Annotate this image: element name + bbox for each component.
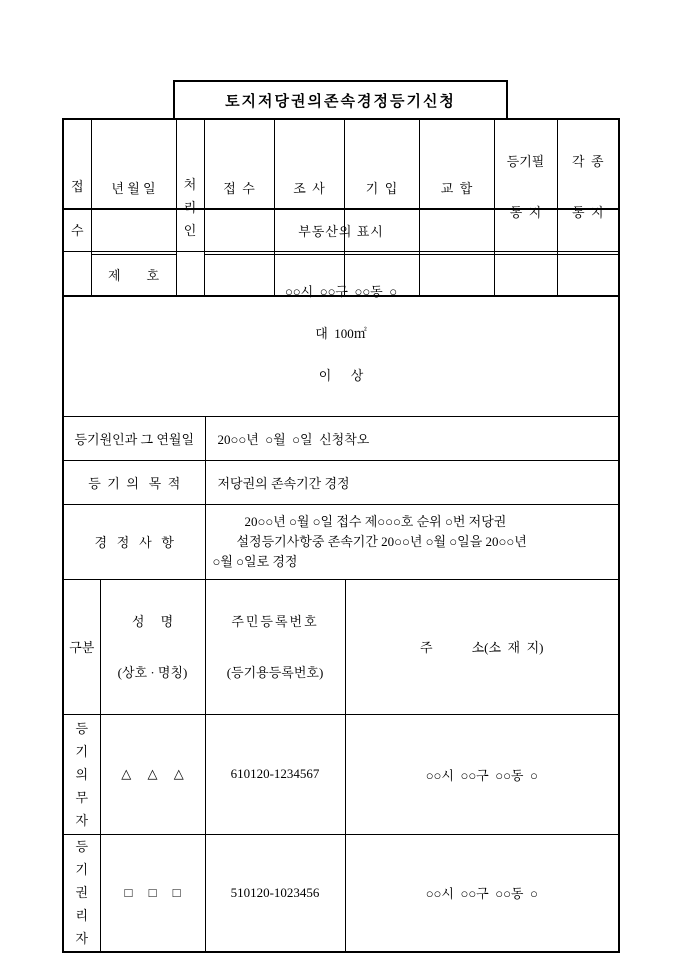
obligee-row: [63, 834, 619, 952]
obligor-address-cell: ○○시 ○○구 ○○동 ○: [345, 714, 619, 834]
party-name-header: [100, 579, 205, 714]
property-area-line: 대 100㎡: [315, 325, 367, 341]
processor-char-3: 인: [183, 222, 197, 238]
obligor-char-2: 기: [75, 743, 89, 759]
obligor-char-1: 등: [75, 720, 89, 736]
registration-cause-value: 20○○년 ○월 ○일 신청착오: [205, 416, 619, 460]
filed-notice-line1: 등기필: [506, 154, 545, 169]
obligor-row: [63, 714, 619, 834]
property-end-line: 이 상: [318, 367, 364, 383]
obligor-char-3: 의: [75, 766, 89, 782]
party-regno-header-line2: (등기용등록번호): [226, 664, 324, 680]
filed-notice-line2: 통 지: [509, 205, 542, 220]
party-regno-header-line1: 주민등록번호: [231, 613, 319, 629]
obligee-char-2: 기: [75, 862, 89, 878]
date-label-cell: 년 월 일: [91, 119, 176, 255]
receipt-char-1: 접: [70, 178, 84, 194]
step-entry-header: 기 입: [344, 119, 419, 255]
step-receipt-header: 접 수: [204, 119, 274, 255]
correction-details-value: [205, 504, 619, 579]
correction-details-label: 경 정 사 항: [63, 504, 205, 579]
obligor-name-cell: △ △ △: [100, 714, 205, 834]
obligee-char-1: 등: [75, 839, 89, 855]
obligee-category-cell: [63, 834, 100, 952]
party-name-header-line2: (상호 · 명칭): [117, 664, 188, 680]
form-title: 토지저당권의존속경정등기신청: [225, 93, 456, 110]
obligee-name-cell: □ □ □: [100, 834, 205, 952]
obligor-char-4: 무: [75, 789, 89, 805]
obligee-char-5: 자: [75, 931, 89, 947]
registration-cause-label: 등기원인과 그 연월일: [63, 416, 205, 460]
correction-line-1: 20○○년 ○월 ○일 접수 제○○○호 순위 ○번 저당권: [244, 513, 507, 529]
misc-notice-line2: 통 지: [571, 205, 604, 220]
processor-char-2: 리: [183, 199, 197, 215]
step-examination-header: 조 사: [274, 119, 344, 255]
misc-notice-line1: 각 종: [571, 154, 604, 169]
obligee-regno-cell: 510120-1023456: [205, 834, 345, 952]
property-description-lines: [64, 283, 618, 385]
obligor-category-cell: [63, 714, 100, 834]
step-collation-header: 교 합: [419, 119, 494, 255]
property-description-header: 부동산의 표시: [63, 209, 619, 251]
obligor-regno-cell: 610120-1234567: [205, 714, 345, 834]
party-regno-header: [205, 579, 345, 714]
registration-purpose-label: 등 기 의 목 적: [63, 460, 205, 504]
correction-line-2: 설정등기사항중 존속기간 20○○년 ○월 ○일을 20○○년: [236, 533, 527, 549]
registration-purpose-value: 저당권의 존속기간 경정: [205, 460, 619, 504]
obligee-char-3: 권: [75, 885, 89, 901]
correction-line-3: ○월 ○일로 경정: [212, 553, 298, 569]
document-no-cell: 제 호: [91, 255, 176, 296]
processor-char-1: 처: [183, 176, 197, 192]
main-form-table: [62, 208, 620, 953]
obligee-address-cell: ○○시 ○○구 ○○동 ○: [345, 834, 619, 952]
property-description-cell: [63, 251, 619, 416]
party-address-header: 주 소(소 재 지): [345, 579, 619, 714]
obligor-char-5: 자: [75, 812, 89, 828]
receipt-char-2: 수: [70, 222, 84, 238]
form-title-box: [173, 80, 508, 120]
party-name-header-line1: 성 명: [131, 613, 174, 629]
party-category-header: 구분: [63, 579, 100, 714]
property-address-line: ○○시 ○○구 ○○동 ○: [284, 283, 398, 299]
obligee-char-4: 리: [75, 908, 89, 924]
